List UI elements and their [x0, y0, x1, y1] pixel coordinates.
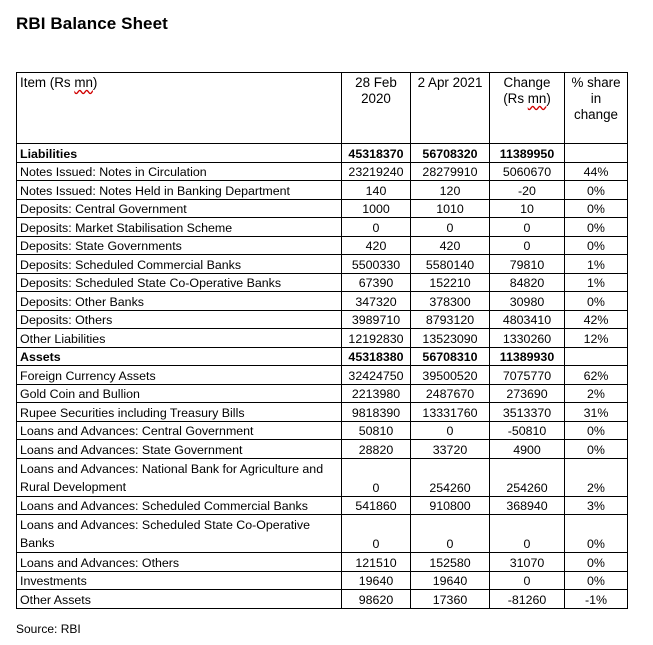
cell-28-feb-2020: 2213980: [342, 384, 411, 403]
cell-item: Deposits: Scheduled Commercial Banks: [17, 255, 342, 274]
table-row: [17, 496, 628, 515]
cell-28-feb-2020: 1000: [342, 199, 411, 218]
cell-2-apr-2021: 120: [411, 181, 490, 200]
cell-item: Loans and Advances: Others: [17, 553, 342, 572]
table-row: [17, 329, 628, 348]
table-row: [17, 218, 628, 237]
cell-item: Investments: [17, 571, 342, 590]
table-row: [17, 181, 628, 200]
cell-share: -1%: [565, 590, 628, 609]
cell-change: 11389950: [490, 144, 565, 163]
cell-change: 273690: [490, 384, 565, 403]
table-row: [17, 458, 628, 496]
cell-share: 0%: [565, 571, 628, 590]
cell-change: 254260: [490, 458, 565, 496]
cell-2-apr-2021: 33720: [411, 440, 490, 459]
table-row: [17, 162, 628, 181]
cell-share: 42%: [565, 310, 628, 329]
table-row: [17, 384, 628, 403]
cell-2-apr-2021: 19640: [411, 571, 490, 590]
cell-share: 0%: [565, 421, 628, 440]
cell-share: 0%: [565, 515, 628, 553]
cell-item: Loans and Advances: Scheduled Commercial Banks: [17, 496, 342, 515]
cell-share: 2%: [565, 384, 628, 403]
header-share-in-change: % share in change: [565, 73, 628, 144]
cell-28-feb-2020: 420: [342, 236, 411, 255]
cell-2-apr-2021: 0: [411, 515, 490, 553]
cell-change: 368940: [490, 496, 565, 515]
table-row: [17, 347, 628, 366]
header-2-apr-2021: 2 Apr 2021: [411, 73, 490, 144]
cell-share: 1%: [565, 273, 628, 292]
table-row: [17, 366, 628, 385]
cell-2-apr-2021: 17360: [411, 590, 490, 609]
cell-change: 0: [490, 218, 565, 237]
cell-share: [565, 144, 628, 163]
cell-28-feb-2020: 67390: [342, 273, 411, 292]
cell-share: 0%: [565, 440, 628, 459]
cell-2-apr-2021: 0: [411, 421, 490, 440]
cell-share: 3%: [565, 496, 628, 515]
table-row: [17, 236, 628, 255]
cell-28-feb-2020: 0: [342, 458, 411, 496]
cell-item: Deposits: Central Government: [17, 199, 342, 218]
cell-item: Rupee Securities including Treasury Bills: [17, 403, 342, 422]
cell-item: Loans and Advances: Central Government: [17, 421, 342, 440]
cell-28-feb-2020: 541860: [342, 496, 411, 515]
cell-change: 4803410: [490, 310, 565, 329]
table-row: [17, 571, 628, 590]
cell-28-feb-2020: 121510: [342, 553, 411, 572]
table-row: [17, 310, 628, 329]
cell-28-feb-2020: 347320: [342, 292, 411, 311]
cell-item: Deposits: Scheduled State Co-Operative Banks: [17, 273, 342, 292]
cell-28-feb-2020: 45318370: [342, 144, 411, 163]
balance-sheet-table: [16, 72, 628, 609]
cell-2-apr-2021: 152210: [411, 273, 490, 292]
cell-2-apr-2021: 254260: [411, 458, 490, 496]
cell-28-feb-2020: 19640: [342, 571, 411, 590]
cell-change: 30980: [490, 292, 565, 311]
cell-change: 84820: [490, 273, 565, 292]
cell-share: 1%: [565, 255, 628, 274]
cell-change: 3513370: [490, 403, 565, 422]
table-row: [17, 199, 628, 218]
cell-item: Loans and Advances: State Government: [17, 440, 342, 459]
cell-change: 79810: [490, 255, 565, 274]
header-28-feb-2020: 28 Feb 2020: [342, 73, 411, 144]
cell-item: Gold Coin and Bullion: [17, 384, 342, 403]
cell-share: 0%: [565, 218, 628, 237]
cell-2-apr-2021: 152580: [411, 553, 490, 572]
cell-28-feb-2020: 12192830: [342, 329, 411, 348]
cell-28-feb-2020: 45318380: [342, 347, 411, 366]
cell-item: Liabilities: [17, 144, 342, 163]
cell-2-apr-2021: 2487670: [411, 384, 490, 403]
cell-item: Loans and Advances: Scheduled State Co-Operative Banks: [17, 515, 342, 553]
cell-share: [565, 347, 628, 366]
cell-28-feb-2020: 140: [342, 181, 411, 200]
cell-share: 0%: [565, 292, 628, 311]
cell-item: Deposits: Others: [17, 310, 342, 329]
cell-2-apr-2021: 56708320: [411, 144, 490, 163]
cell-28-feb-2020: 50810: [342, 421, 411, 440]
cell-change: -50810: [490, 421, 565, 440]
cell-item: Notes Issued: Notes in Circulation: [17, 162, 342, 181]
cell-item: Other Liabilities: [17, 329, 342, 348]
cell-item: Deposits: Market Stabilisation Scheme: [17, 218, 342, 237]
cell-28-feb-2020: 0: [342, 515, 411, 553]
cell-change: 5060670: [490, 162, 565, 181]
cell-change: 0: [490, 571, 565, 590]
cell-share: 62%: [565, 366, 628, 385]
cell-2-apr-2021: 13331760: [411, 403, 490, 422]
cell-item: Other Assets: [17, 590, 342, 609]
cell-item: Foreign Currency Assets: [17, 366, 342, 385]
cell-change: 7075770: [490, 366, 565, 385]
cell-2-apr-2021: 1010: [411, 199, 490, 218]
cell-2-apr-2021: 910800: [411, 496, 490, 515]
table-row: [17, 273, 628, 292]
cell-item: Notes Issued: Notes Held in Banking Department: [17, 181, 342, 200]
cell-share: 12%: [565, 329, 628, 348]
header-item: Item (Rs mn): [17, 73, 342, 144]
cell-share: 0%: [565, 236, 628, 255]
cell-change: 1330260: [490, 329, 565, 348]
cell-change: 4900: [490, 440, 565, 459]
cell-share: 44%: [565, 162, 628, 181]
table-row: [17, 553, 628, 572]
cell-28-feb-2020: 0: [342, 218, 411, 237]
cell-2-apr-2021: 378300: [411, 292, 490, 311]
cell-item: Loans and Advances: National Bank for Agriculture and Rural Development: [17, 458, 342, 496]
header-change: Change (Rs mn): [490, 73, 565, 144]
table-row: [17, 292, 628, 311]
cell-2-apr-2021: 5580140: [411, 255, 490, 274]
cell-share: 31%: [565, 403, 628, 422]
cell-2-apr-2021: 39500520: [411, 366, 490, 385]
cell-2-apr-2021: 56708310: [411, 347, 490, 366]
cell-change: 10: [490, 199, 565, 218]
cell-change: 11389930: [490, 347, 565, 366]
cell-28-feb-2020: 3989710: [342, 310, 411, 329]
source-note: Source: RBI: [16, 622, 81, 636]
cell-share: 0%: [565, 181, 628, 200]
cell-28-feb-2020: 9818390: [342, 403, 411, 422]
cell-share: 0%: [565, 553, 628, 572]
cell-28-feb-2020: 28820: [342, 440, 411, 459]
page-title: RBI Balance Sheet: [16, 14, 168, 33]
table-row: [17, 440, 628, 459]
cell-2-apr-2021: 8793120: [411, 310, 490, 329]
cell-share: 0%: [565, 199, 628, 218]
cell-2-apr-2021: 13523090: [411, 329, 490, 348]
table-row: [17, 515, 628, 553]
table-row: [17, 144, 628, 163]
cell-2-apr-2021: 420: [411, 236, 490, 255]
cell-item: Deposits: Other Banks: [17, 292, 342, 311]
cell-change: -81260: [490, 590, 565, 609]
cell-item: Assets: [17, 347, 342, 366]
cell-2-apr-2021: 0: [411, 218, 490, 237]
table-row: [17, 403, 628, 422]
cell-item: Deposits: State Governments: [17, 236, 342, 255]
cell-share: 2%: [565, 458, 628, 496]
cell-2-apr-2021: 28279910: [411, 162, 490, 181]
table-row: [17, 590, 628, 609]
cell-change: 31070: [490, 553, 565, 572]
table-row: [17, 255, 628, 274]
cell-28-feb-2020: 23219240: [342, 162, 411, 181]
table-header-row: [17, 73, 628, 144]
table-row: [17, 421, 628, 440]
cell-28-feb-2020: 5500330: [342, 255, 411, 274]
cell-change: 0: [490, 515, 565, 553]
cell-change: 0: [490, 236, 565, 255]
cell-28-feb-2020: 98620: [342, 590, 411, 609]
cell-change: -20: [490, 181, 565, 200]
cell-28-feb-2020: 32424750: [342, 366, 411, 385]
